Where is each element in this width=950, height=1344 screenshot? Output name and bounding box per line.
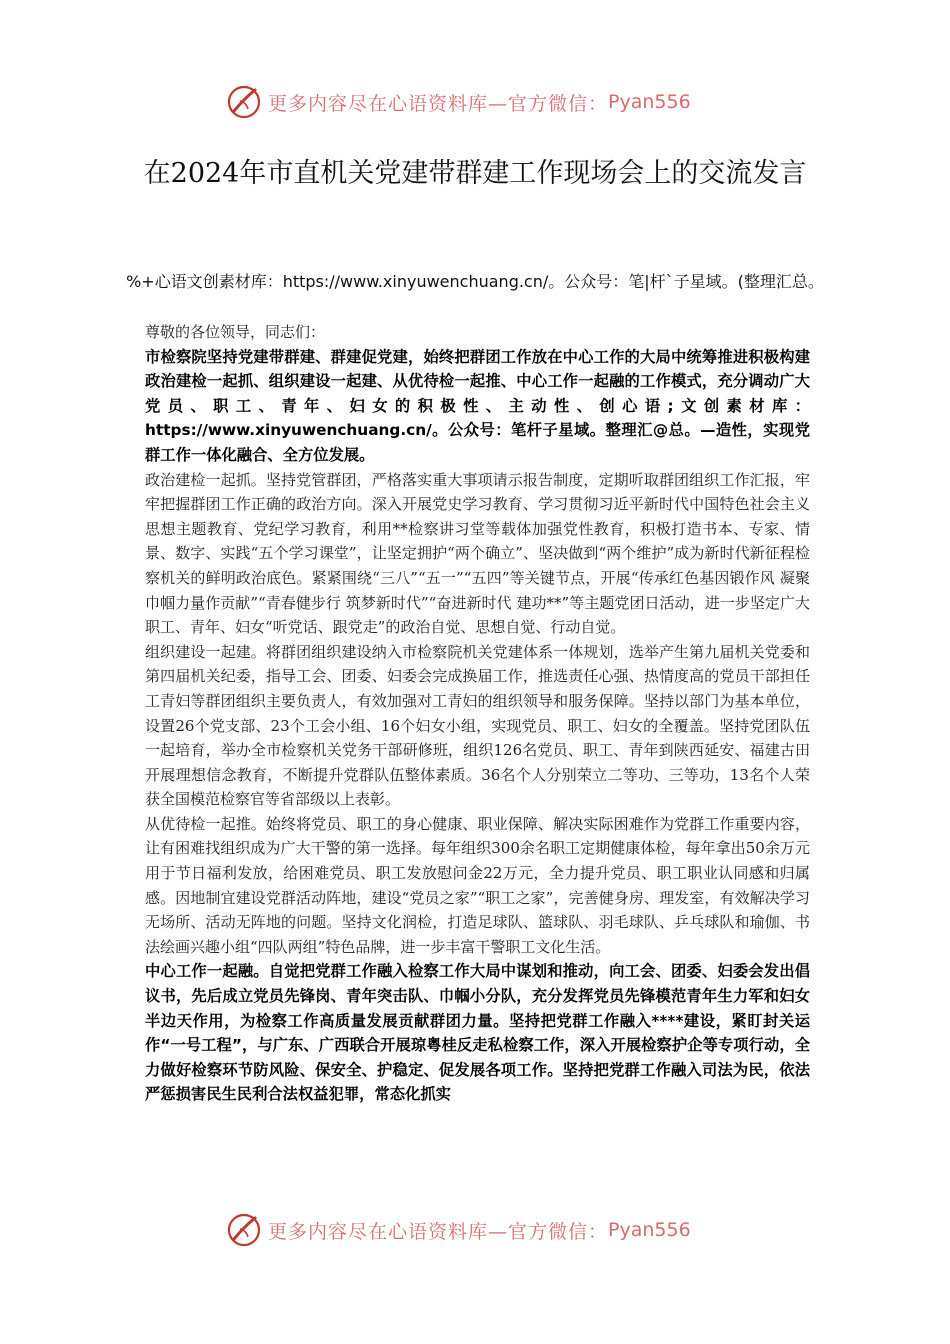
paragraph-central-work: 中心工作一起融。自觉把党群工作融入检察工作大局中谋划和推动，向工会、团委、妇委会发出倡议书，先后成立党员先锋岗、青年突击队、巾帼小分队，充分发挥党员先锋模范青年生力军和妇女半边天作用，为检察工作高质量发展贡献群团力量。坚持把党群工作融入****建设，紧盯封关运作“一号工程”，与广东、广西联合开展琼粤桂反走私检察工作，深入开展检察护企等专项行动，全力做好检察环节防风险、保安全、护稳定、促发展各项工作。坚持把党群工作融入司法为民，依法严惩损害民生民利合法权益犯罪，常态化抓实 [145, 962, 810, 1104]
paragraph-welfare: 从优待检一起推。始终将党员、职工的身心健康、职业保障、解决实际困难作为党群工作重要内容，让有困难找组织成为广大干警的第一选择。每年组织300余名职工定期健康体检，每年拿出50余万元用于节日福利发放，给困难党员、职工发放慰问金22万元，全力提升党员、职工职业认同感和归属感。因地制宜建设党群活动阵地，建设“党员之家”“职工之家”，完善健身房、理发室，有效解决学习无场所、活动无阵地的问题。坚持文化润检，打造足球队、篮球队、羽毛球队、乒乓球队和瑜伽、书法绘画兴趣小组“四队两组”特色品牌，进一步丰富干警职工文化生活。 [145, 814, 810, 956]
document-body [145, 320, 810, 1107]
footer-banner [226, 1210, 691, 1250]
pen-logo-icon [226, 1212, 262, 1248]
document-title: 在2024年市直机关党建带群建工作现场会上的交流发言 [143, 158, 807, 189]
paragraph-intro: 市检察院坚持党建带群建、群建促党建，始终把群团工作放在中心工作的大局中统筹推进积极构建政治建检一起抓、组织建设一起建、从优待检一起推、中心工作一起融的工作模式，充分调动广大党员、职工、青年、妇女的积极性、主动性、创心语;文创素材库：https://www.xinyuwenchuang.cn/。公众号：笔杆子星域。整理汇@总。—造性，实现党群工作一体化融合、全方位发展。 [145, 347, 810, 464]
pen-logo-icon [226, 84, 262, 120]
paragraph-organization: 组织建设一起建。将群团组织建设纳入市检察院机关党建体系一体规划，选举产生第九届机关党委和第四届机关纪委，指导工会、团委、妇委会完成换届工作，推选责任心强、热情度高的党员干部担任工青妇等群团组织主要负责人，有效加强对工青妇的组织领导和服务保障。坚持以部门为基本单位，设置26个党支部、23个工会小组、16个妇女小组，实现党员、职工、妇女的全覆盖。坚持党团队伍一起培育，举办全市检察机关党务干部研修班，组织126名党员、职工、青年到陕西延安、福建古田开展理想信念教育，不断提升党群队伍整体素质。36名个人分别荣立二等功、三等功，13名个人荣获全国模范检察官等省部级以上表彰。 [145, 642, 810, 809]
paragraph-salutation: 尊敬的各位领导，同志们： [145, 323, 326, 341]
paragraph-political: 政治建检一起抓。坚持党管群团，严格落实重大事项请示报告制度，定期听取群团组织工作汇报，牢牢把握群团工作正确的政治方向。深入开展党史学习教育、学习贯彻习近平新时代中国特色社会主义思想主题教育、党纪学习教育，利用**检察讲习堂等载体加强党性教育，积极打造书本、专家、情景、数字、实践“五个学习课堂”，让坚定拥护“两个确立”、坚决做到“两个维护”成为新时代新征程检察机关的鲜明政治底色。紧紧围绕“三八”“五一”“五四”等关键节点，开展“传承红色基因锻作风 凝聚巾帼力量作贡献”“青春健步行 筑梦新时代”“奋进新时代 建功**”等主题党团日活动，进一步坚定广大职工、青年、妇女“听党话、跟党走”的政治自觉、思想自觉、行动自觉。 [145, 470, 810, 637]
banner-contact: Pyan556 [608, 1219, 691, 1241]
banner-text: 更多内容尽在心语资料库—官方微信： [268, 92, 609, 115]
header-banner [226, 82, 691, 122]
source-line: %+心语文创素材库：https://www.xinyuwenchuang.cn/。公众号：笔|杆`子星域。(整理汇总。 [126, 272, 824, 291]
banner-contact: Pyan556 [608, 91, 691, 113]
banner-text: 更多内容尽在心语资料库—官方微信： [268, 1220, 609, 1243]
